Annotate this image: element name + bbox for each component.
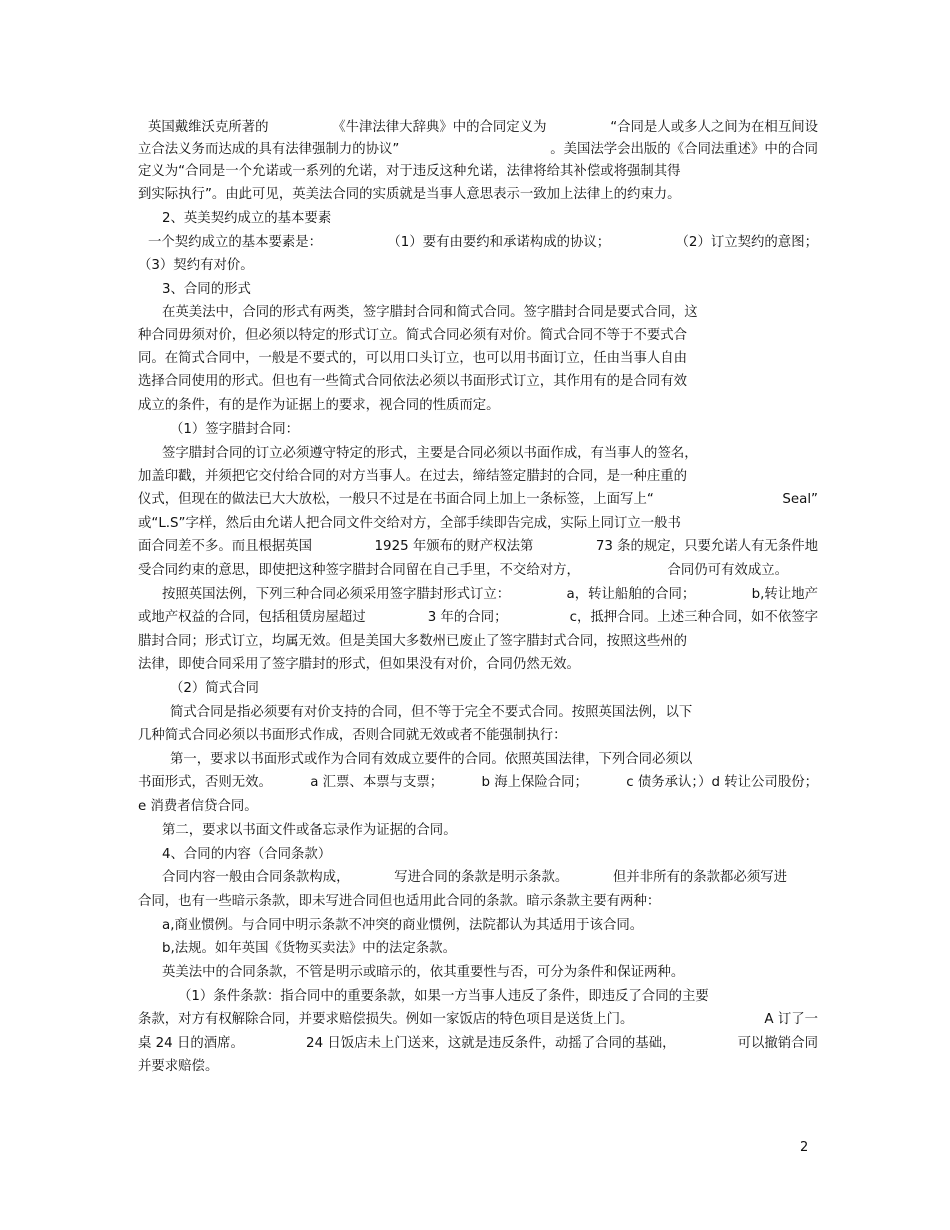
text-line [138, 491, 818, 509]
text-segment: c 债务承认；）d 转让公司股份； [626, 775, 818, 790]
text-segment: 仪式，但现在的做法已大大放松，一般只不过是在书面合同上加上一条标签，上面写上“ [138, 492, 654, 507]
text-segment: b 海上保险合同； [481, 775, 588, 790]
text-segment: b,法规。如年英国《货物买卖法》中的法定条款。 [162, 941, 456, 956]
text-line [138, 562, 788, 580]
text-segment: 24 日饭店未上门送来，这就是违反条件，动摇了合同的基础， [306, 1036, 676, 1051]
text-segment: A 订了一 [764, 1012, 818, 1027]
text-line [138, 1011, 818, 1029]
text-segment: e 消费者信贷合同。 [138, 799, 258, 814]
text-segment: 在英美法中，合同的形式有两类，签字腊封合同和简式合同。签字腊封合同是要式合同，这 [162, 305, 698, 320]
text-segment: 3 年的合同； [427, 610, 508, 625]
text-segment: 几种简式合同必须以书面形式作成，否则合同就无效或者不能强制执行： [138, 728, 567, 743]
text-segment: 第一，要求以书面形式或作为合同有效成立要件的合同。依照英国法律，下列合同必须以 [170, 752, 693, 767]
text-segment: 签字腊封合同的订立必须遵守特定的形式，主要是合同必须以书面作成，有当事人的签名， [162, 446, 698, 461]
text-segment: 2、英美契约成立的基本要素 [162, 211, 332, 226]
text-line [162, 846, 462, 864]
text-line [162, 940, 532, 958]
text-line [148, 234, 818, 252]
text-line [138, 727, 678, 745]
text-segment: 但并非所有的条款都必须写进 [612, 870, 787, 885]
text-segment: （2）订立契约的意图； [675, 235, 818, 250]
text-line [170, 704, 750, 722]
text-line [138, 141, 818, 159]
text-segment: 简式合同是指必须要有对价支持的合同，但不等于完全不要式合同。按照英国法例，以下 [170, 705, 693, 720]
text-segment: 并要求赔偿。 [138, 1059, 219, 1074]
text-segment: 腊封合同；形式订立，均属无效。但是美国大多数州已废止了签字腊封式合同，按照这些州的 [138, 634, 688, 649]
text-segment: a 汇票、本票与支票； [310, 775, 444, 790]
text-line [138, 633, 748, 651]
text-line [170, 421, 370, 439]
text-segment: 一个契约成立的基本要素是： [148, 235, 323, 250]
text-line [162, 586, 818, 604]
text-line [162, 869, 787, 887]
text-segment: 立合法义务而达成的具有法律强制力的协议” [138, 142, 400, 157]
text-segment: （1）要有由要约和承诺构成的协议； [387, 235, 611, 250]
text-segment: 3、合同的形式 [162, 282, 251, 297]
text-segment: a，转让船舶的合同； [566, 587, 696, 602]
text-segment: 可以撤销合同 [737, 1036, 818, 1051]
text-line [178, 988, 753, 1006]
text-segment: 法律，即使合同采用了签字腊封的形式，但如果没有对价，合同仍然无效。 [138, 657, 580, 672]
text-line [138, 774, 818, 792]
text-line [138, 656, 718, 674]
text-line [138, 327, 748, 345]
text-segment: （2）简式合同 [170, 681, 259, 696]
text-segment: 73 条的规定，只要允诺人有无条件地 [595, 539, 818, 554]
text-segment: 按照英国法例，下列三种合同必须采用签字腊封形式订立： [162, 587, 511, 602]
text-segment: 同。在简式合同中，一般是不要式的，可以用口头订立，也可以用书面订立，任由当事人自由 [138, 351, 688, 366]
text-segment: 或地产权益的合同，包括租赁房屋超过 [138, 610, 366, 625]
text-segment: a,商业惯例。与合同中明示条款不冲突的商业惯例，法院都认为其适用于该合同。 [162, 918, 644, 933]
text-line [138, 350, 748, 368]
text-segment: 加盖印戳，并须把它交付给合同的对方当事人。在过去，缔结签定腊封的合同，是一种庄重的 [138, 469, 688, 484]
text-line [138, 798, 338, 816]
text-segment: 。美国法学会出版的《合同法重述》中的合同 [550, 142, 818, 157]
text-line [138, 257, 278, 275]
text-line [138, 1058, 258, 1076]
text-line [162, 281, 362, 299]
text-segment: 桌 24 日的酒席。 [138, 1036, 244, 1051]
text-line [138, 163, 750, 181]
text-segment: 写进合同的条款是明示条款。 [394, 870, 569, 885]
text-segment: 英美法中的合同条款，不管是明示或暗示的，依其重要性与否，可分为条件和保证两种。 [162, 965, 685, 980]
text-line [170, 680, 370, 698]
text-segment: c，抵押合同。上述三种合同，如不依签字 [569, 610, 818, 625]
text-line [162, 304, 748, 322]
text-line [138, 397, 608, 415]
text-line [138, 515, 748, 533]
text-segment: 成立的条件，有的是作为证据上的要求，视合同的性质而定。 [138, 398, 500, 413]
text-segment: 种合同毋须对价，但必须以特定的形式订立。简式合同必须有对价。简式合同不等于不要式合 [138, 328, 688, 343]
text-line [162, 964, 752, 982]
text-segment: 合同仍可有效成立。 [667, 563, 788, 578]
text-segment: （3）契约有对价。 [138, 258, 254, 273]
text-line [162, 917, 722, 935]
text-segment: 书面形式，否则无效。 [138, 775, 272, 790]
text-segment: b,转让地产 [751, 587, 818, 602]
text-segment: Seal” [782, 492, 818, 507]
text-line [148, 119, 818, 137]
text-segment: 或“L.S”字样，然后由允诺人把合同文件交给对方，全部手续即告完成，实际上同订立一般书 [138, 516, 681, 531]
text-segment: “合同是人或多人之间为在相互间设 [610, 120, 818, 135]
text-line [138, 468, 748, 486]
text-segment: 选择合同使用的形式。但也有一些简式合同依法必须以书面形式订立，其作用有的是合同有效 [138, 374, 688, 389]
text-segment: （1）条件条款：指合同中的重要条款，如果一方当事人违反了条件，即违反了合同的主要 [178, 989, 709, 1004]
text-segment: 英国戴维沃克所著的 [148, 120, 269, 135]
text-line [138, 1035, 818, 1053]
page-number: 2 [800, 1140, 809, 1155]
text-line [138, 609, 818, 627]
text-segment: 到实际执行”。由此可见，英美法合同的实质就是当事人意思表示一致加上法律上的约束力。 [138, 187, 681, 202]
text-line [138, 893, 748, 911]
text-segment: 1925 年颁布的财产权法第 [374, 539, 534, 554]
text-segment: 面合同差不多。而且根据英国 [138, 539, 313, 554]
text-line [162, 210, 462, 228]
text-segment: 定义为“合同是一个允诺或一系列的允诺，对于违反这种允诺，法律将给其补偿或将强制其得 [138, 164, 681, 179]
text-segment: 受合同约束的意思，即使把这种签字腊封合同留在自己手里，不交给对方， [138, 563, 580, 578]
text-line [138, 186, 750, 204]
text-line [162, 445, 748, 463]
text-segment: 4、合同的内容（合同条款） [162, 847, 332, 862]
text-segment: 合同内容一般由合同条款构成， [162, 870, 350, 885]
text-line [138, 538, 818, 556]
text-segment: 《牛津法律大辞典》中的合同定义为 [332, 120, 547, 135]
text-line [170, 751, 750, 769]
text-segment: 第二，要求以书面文件或备忘录作为证据的合同。 [162, 823, 457, 838]
text-segment: 条款，对方有权解除合同，并要求赔偿损失。例如一家饭店的特色项目是送货上门。 [138, 1012, 634, 1027]
text-segment: （1）签字腊封合同： [170, 422, 300, 437]
text-segment: 合同，也有一些暗示条款，即未写进合同但也适用此合同的条款。暗示条款主要有两种： [138, 894, 661, 909]
text-line [162, 822, 542, 840]
text-line [138, 373, 748, 391]
